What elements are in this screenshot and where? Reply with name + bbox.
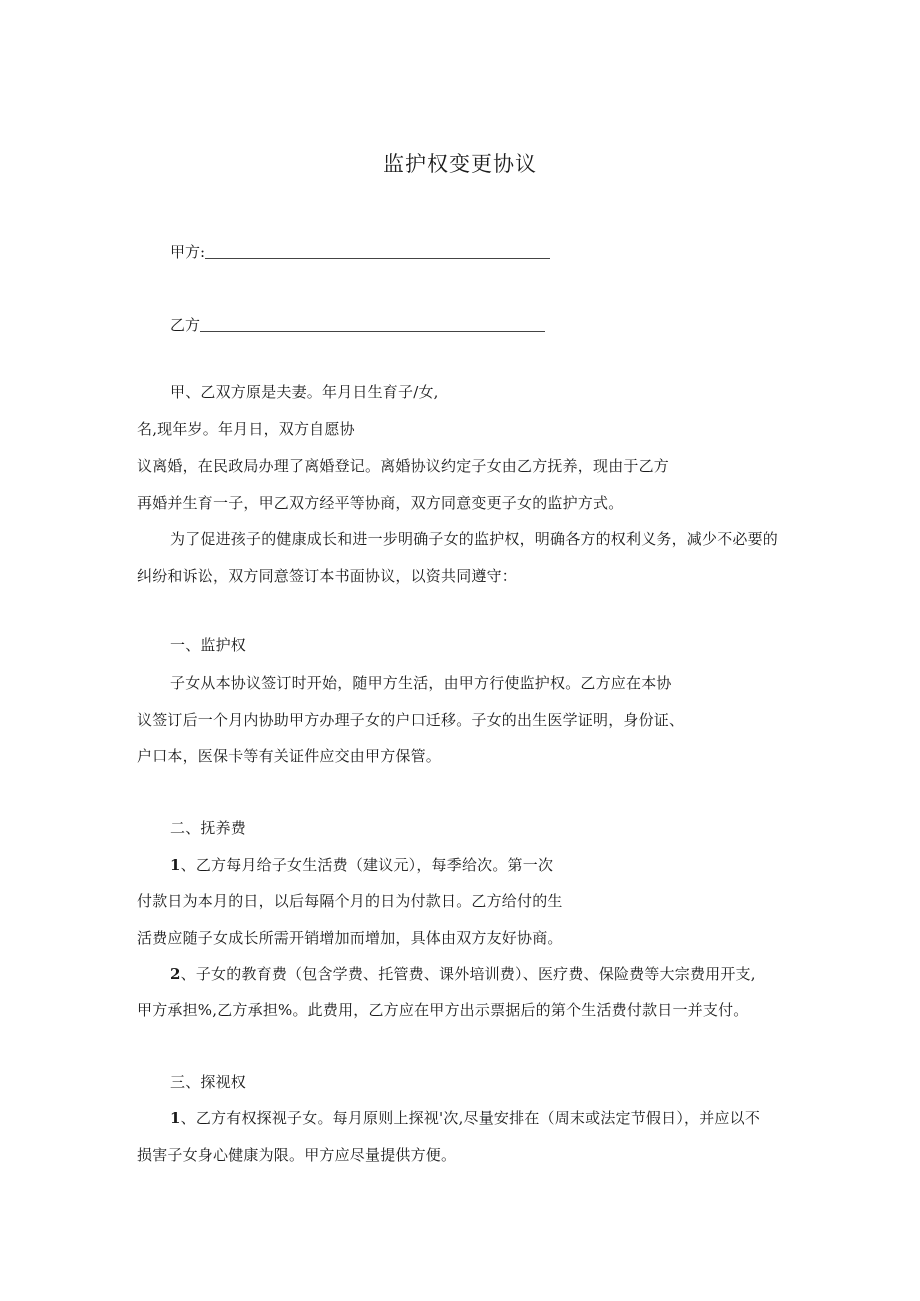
party-b-label: 乙方 [170,316,201,334]
intro-line-3: 议离婚，在民政局办理了离婚登记。离婚协议约定子女由乙方抚养，现由于乙方 [137,457,670,475]
section-1-line-1: 子女从本协议签订时开始，随甲方生活，由甲方行使监护权。乙方应在本协 [170,674,672,692]
party-a-blank [205,244,550,259]
section-2-item-1-line-3: 活费应随子女成长所需开销增加而增加，具体由双方友好协商。 [137,929,563,947]
section-3-heading: 三、探视权 [170,1073,247,1091]
section-2-item-1-text: 、乙方每月给子女生活费（建议元），每季给次。第一次 [180,856,554,874]
section-3-item-1-line-1 [170,1108,760,1128]
section-3-item-1-number: 1 [170,1109,181,1127]
section-2-item-1-number: 1 [170,856,181,874]
intro-line-6: 纠纷和诉讼，双方同意签订本书面协议，以资共同遵守： [137,567,518,585]
party-a-label: 甲方: [170,243,206,261]
section-3-item-1-line-2: 损害子女身心健康为限。甲方应尽量提供方便。 [137,1146,457,1164]
section-2-heading: 二、抚养费 [170,819,247,837]
intro-line-4: 再婚并生育一子，甲乙双方经平等协商，双方同意变更子女的监护方式。 [137,494,624,512]
section-2-item-2-text: 、子女的教育费（包含学费、托管费、课外培训费）、医疗费、保险费等大宗费用开支, [180,965,756,983]
intro-line-5: 为了促进孩子的健康成长和进一步明确子女的监护权，明确各方的权利义务，减少不必要的 [170,530,779,548]
section-2-item-1-line-2: 付款日为本月的日，以后每隔个月的日为付款日。乙方给付的生 [137,892,563,910]
section-1-heading: 一、监护权 [170,636,247,654]
section-2-item-2-line-2: 甲方承担%,乙方承担%。此费用，乙方应在甲方出示票据后的第个生活费付款日一并支付。 [137,1001,749,1019]
intro-line-1: 甲、乙双方原是夫妻。年月日生育子/女, [170,383,439,401]
section-2-item-1-line-1 [170,855,553,875]
section-2-item-2-line-1 [170,964,756,984]
section-3-item-1-text: 、乙方有权探视子女。每月原则上探视'次,尽量安排在（周末或法定节假日），并应以不 [180,1109,761,1127]
party-b-row [170,313,545,335]
document-title: 监护权变更协议 [383,152,537,176]
section-1-line-2: 议签订后一个月内协助甲方办理子女的户口迁移。子女的出生医学证明，身份证、 [137,711,685,729]
party-b-blank [200,317,545,332]
party-a-row [170,240,550,262]
section-2-item-2-number: 2 [170,965,181,983]
intro-line-2: 名,现年岁。年月日，双方自愿协 [137,420,355,438]
section-1-line-3: 户口本，医保卡等有关证件应交由甲方保管。 [137,747,442,765]
